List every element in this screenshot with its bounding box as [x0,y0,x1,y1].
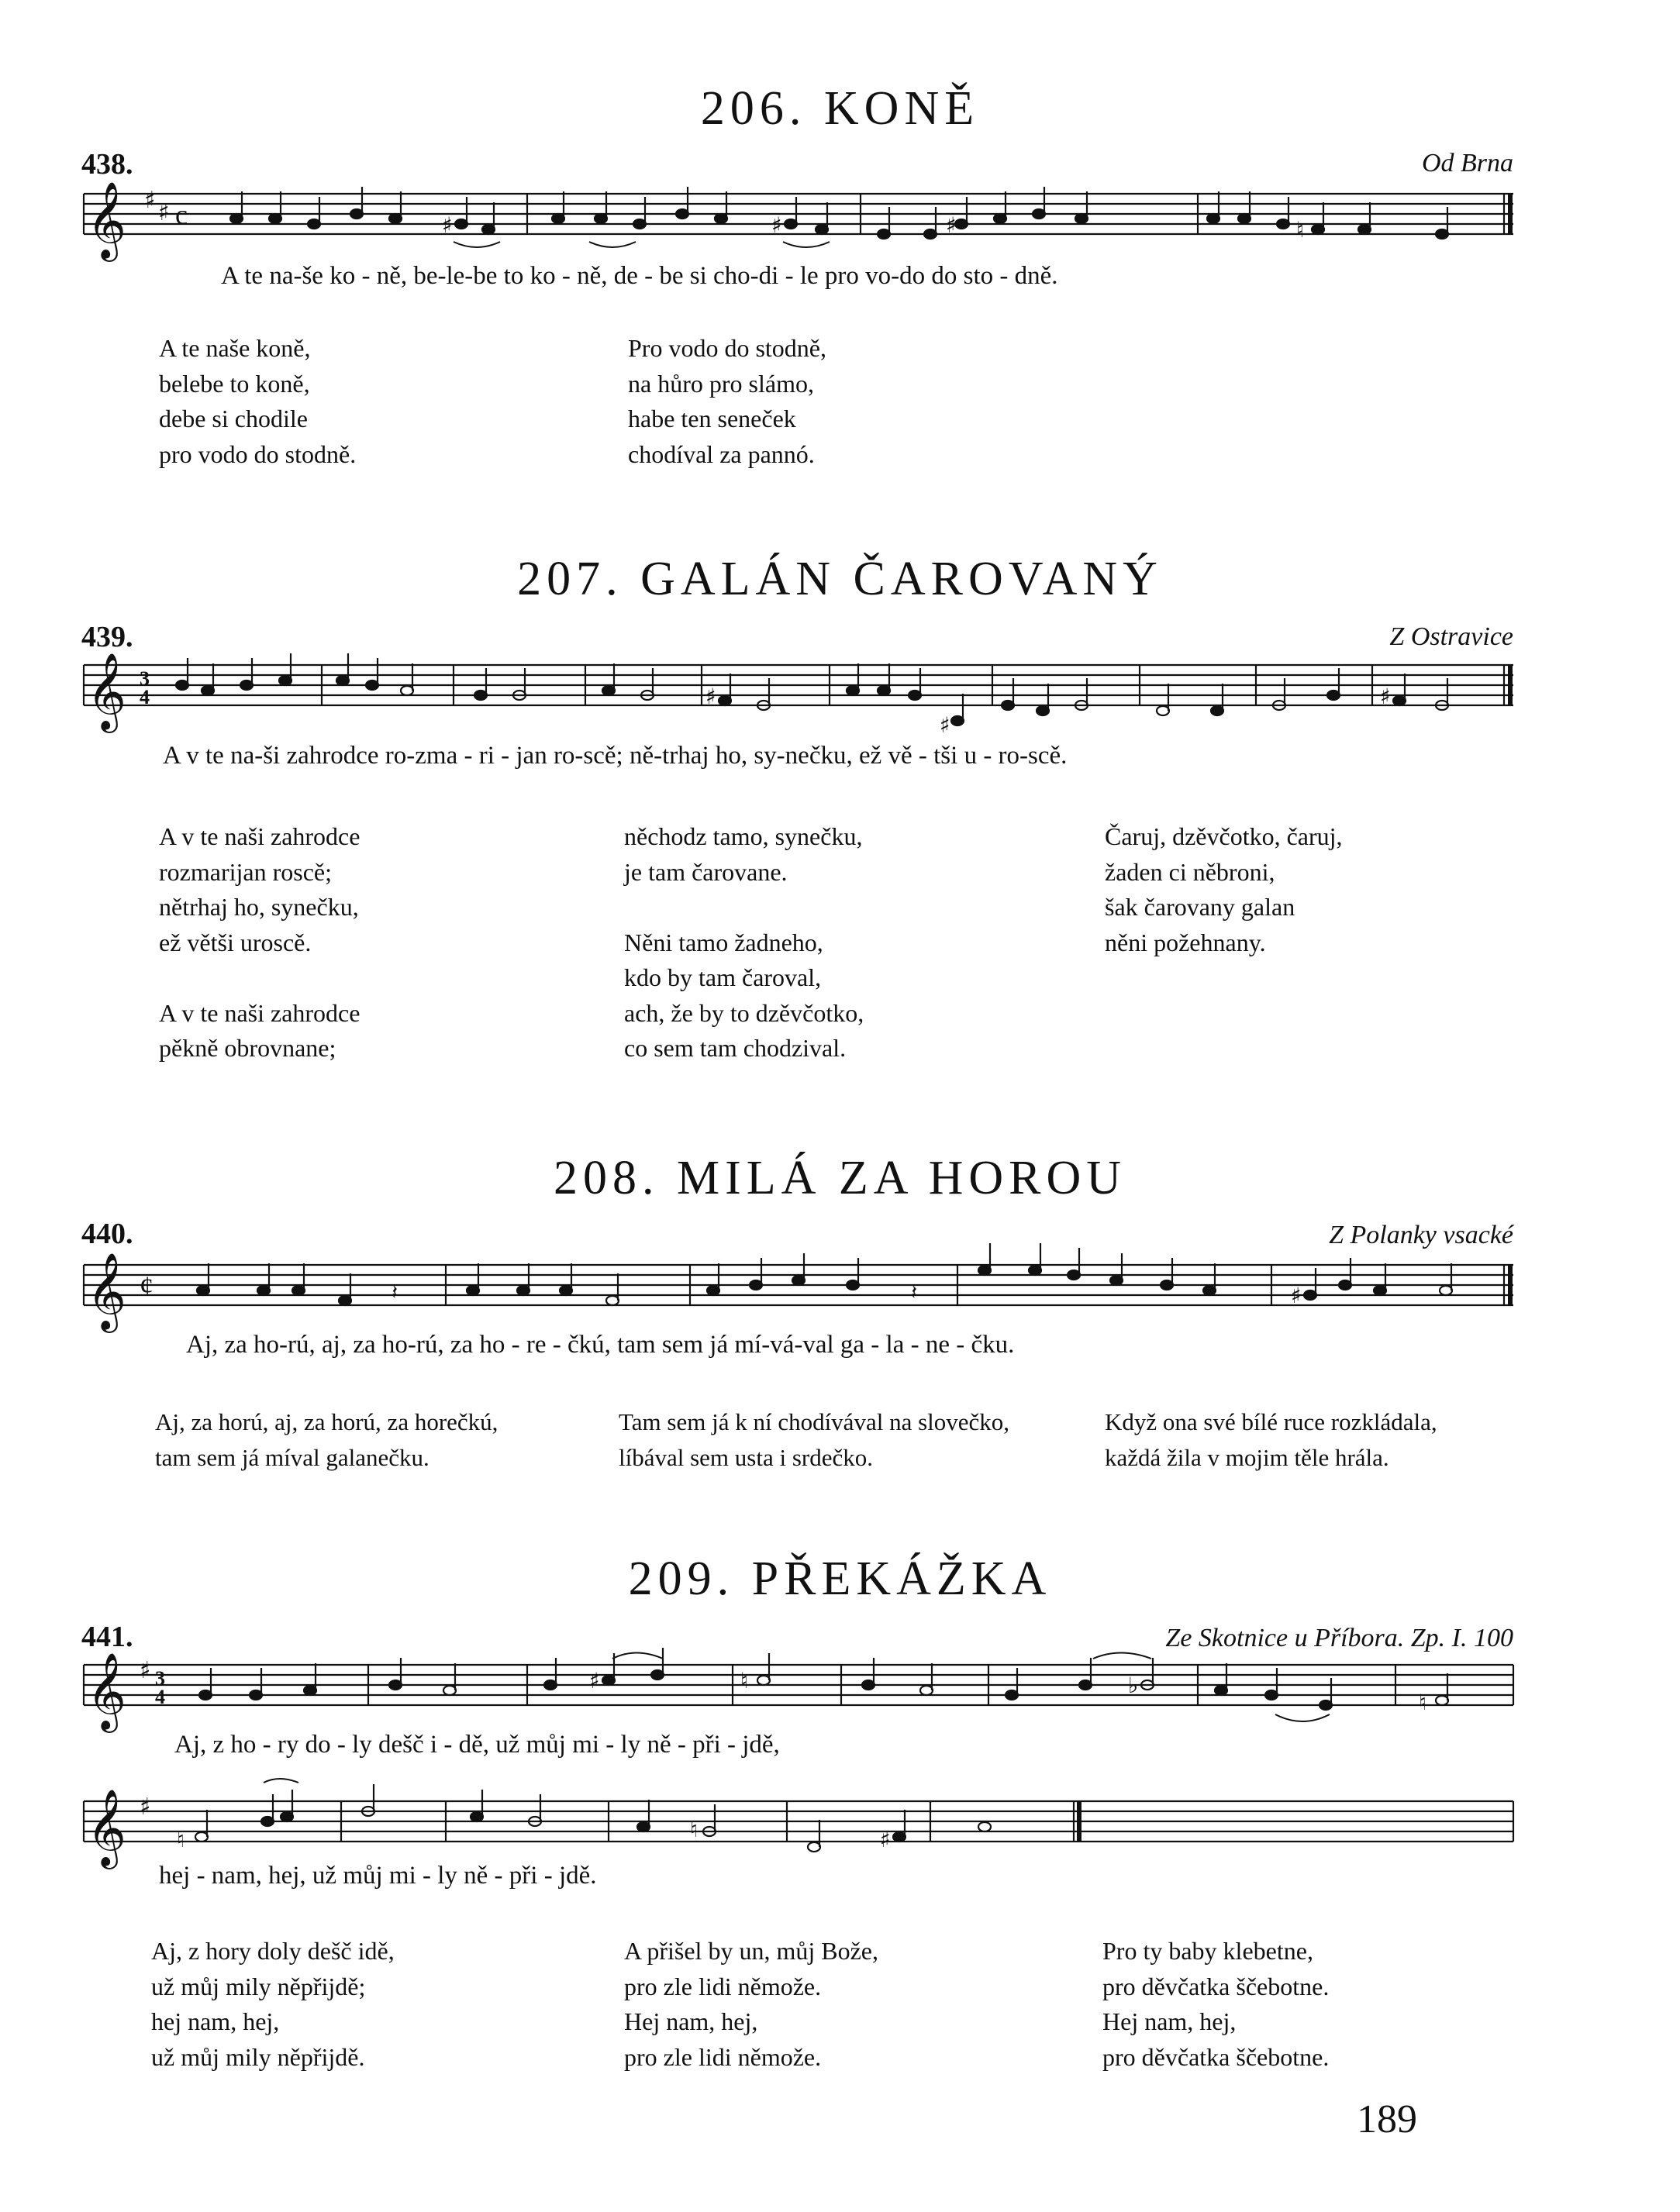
svg-text:♯: ♯ [1291,1283,1302,1308]
verse-line: pro zle lidi němože. [624,1972,822,2000]
song-origin: Od Brna [1421,149,1513,177]
verse-block [619,1404,1009,1475]
verse-line: Tam sem já k ní chodívával na slovečko, [619,1408,1010,1435]
verse-line: už můj mily něpřijdě; [151,1972,366,2000]
verse-block [159,331,356,472]
verse-line: belebe to koně, [159,369,310,398]
song-number: 440. [81,1218,133,1250]
svg-text:♮: ♮ [690,1817,699,1842]
verse-line: nětrhaj ho, synečku, [159,893,359,921]
svg-text:♯: ♯ [880,1827,891,1852]
verse-line: A te naše koně, [159,334,311,362]
svg-text:♭: ♭ [1128,1673,1139,1698]
svg-text:♯: ♯ [705,684,716,709]
lyrics-line: A te na-še ko - ně, be-le-be to ko - ně, de - be si cho-di - le pro vo-do do sto - dně. [221,262,1058,290]
svg-text:♯: ♯ [442,212,453,238]
lyrics-line: Aj, z ho - ry do - ly dešč i - dě, už můj mi - ly ně - při - jdě, [174,1731,780,1759]
verse-line: Když ona své bílé ruce rozkládala, [1105,1408,1437,1435]
song-number: 439. [81,621,133,653]
verse-block [624,819,864,1066]
verse-gap [624,890,864,925]
song-number: 441. [81,1621,133,1653]
verse-line: šak čarovany galan [1105,893,1295,921]
verse-block [624,1934,878,2075]
verse-line: pro vodo do stodně. [159,439,357,468]
song-origin: Z Ostravice [1389,622,1513,651]
verse-line: pro děvčatka ščebotne. [1102,1972,1330,2000]
song-number: 438. [81,148,133,181]
svg-text:𝄞: 𝄞 [87,1252,126,1330]
verse-line: líbával sem usta i srdečko. [619,1443,873,1471]
verse-block [151,1934,395,2075]
song-origin: Z Polanky vsacké [1329,1221,1513,1249]
svg-text:¢: ¢ [140,1270,154,1301]
verse-line: hej nam, hej, [151,2007,280,2035]
svg-text:𝄞: 𝄞 [87,1789,126,1866]
svg-text:♮: ♮ [177,1827,185,1852]
song-title: 209. PŘEKÁŽKA [628,1552,1052,1605]
svg-text:c: c [175,199,188,230]
svg-text:♯: ♯ [144,187,156,214]
verse-line: rozmarijan roscě; [159,857,332,886]
lyrics-line: A v te na-ši zahrodce ro-zma - ri - jan ro-scě; ně-trhaj ho, sy-nečku, ež vě - tši u - ro-scě. [163,742,1068,770]
svg-text:♯: ♯ [940,712,950,738]
svg-text:♯: ♯ [946,212,957,238]
svg-text:𝄞: 𝄞 [87,653,126,730]
svg-text:♯: ♯ [158,199,170,226]
svg-text:3: 3 [155,1667,165,1690]
verse-block [628,331,826,472]
verse-line: A v te naši zahrodce [159,998,360,1027]
verse-line: Něni tamo žadneho, [624,928,823,956]
verse-line: kdo by tam čaroval, [624,963,822,991]
verse-block [159,819,360,1066]
verse-line: ež větši uroscě. [159,928,312,956]
song-title: 206. KONĚ [700,82,980,135]
verse-line: Pro vodo do stodně, [628,334,826,362]
svg-text:4: 4 [155,1686,165,1708]
svg-text:♯: ♯ [589,1668,600,1693]
verse-line: něchodz tamo, synečku, [624,822,863,850]
svg-text:♮: ♮ [1419,1690,1427,1715]
svg-text:𝄽: 𝄽 [392,1281,398,1304]
svg-text:4: 4 [140,686,150,708]
verse-line: debe si chodile [159,405,308,432]
verse-line: Aj, z hory doly dešč idě, [151,1937,395,1965]
verse-line: habe ten seneček [628,405,796,432]
verse-line: Pro ty baby klebetne, [1102,1937,1313,1965]
verse-line: tam sem já míval galanečku. [155,1443,429,1471]
verse-block [1102,1934,1329,2075]
song-title: 207. GALÁN ČAROVANÝ [517,553,1163,605]
lyrics-line: hej - nam, hej, už můj mi - ly ně - při - jdě. [159,1862,597,1890]
verse-line: ach, že by to dzěvčotko, [624,998,864,1027]
svg-text:3: 3 [140,667,150,690]
verse-block [1105,1404,1437,1475]
song-title: 208. MILÁ ZA HOROU [553,1152,1127,1204]
svg-text:♯: ♯ [140,1657,151,1684]
lyrics-line: Aj, za ho-rú, aj, za ho-rú, za ho - re - čkú, tam sem já mí-vá-val ga - la - ne - čku. [186,1331,1015,1359]
svg-text:♯: ♯ [771,212,782,238]
verse-block [155,1404,498,1475]
song-origin: Ze Skotnice u Příbora. Zp. I. 100 [1165,1624,1513,1652]
svg-text:𝄽: 𝄽 [911,1281,917,1304]
verse-line: každá žila v mojim těle hrála. [1105,1443,1389,1471]
svg-text:𝄞: 𝄞 [87,181,126,259]
svg-text:♯: ♯ [1380,684,1391,709]
verse-line: na hůro pro slámo, [628,369,814,398]
verse-line: žaden ci něbroni, [1105,857,1275,886]
verse-line: něni požehnany. [1105,928,1266,956]
svg-text:♯: ♯ [140,1793,151,1821]
verse-line: Hej nam, hej, [624,2007,758,2035]
verse-line: A v te naši zahrodce [159,822,360,850]
page-number: 189 [1357,2097,1417,2141]
svg-text:♮: ♮ [1296,217,1305,243]
verse-line: A přišel by un, můj Bože, [624,1937,878,1965]
verse-line: už můj mily něpřijdě. [151,2042,365,2071]
verse-line: je tam čarovane. [624,857,788,886]
verse-line: pro děvčatka ščebotne. [1102,2042,1330,2071]
verse-block [1105,819,1343,960]
verse-line: pěkně obrovnane; [159,1034,336,1062]
svg-text:𝄞: 𝄞 [87,1652,126,1730]
verse-line: chodíval za pannó. [628,439,815,468]
verse-line: pro zle lidi němože. [624,2042,822,2071]
verse-line: Aj, za horú, aj, za horú, za horečkú, [155,1408,498,1435]
verse-line: co sem tam chodzival. [624,1034,847,1062]
verse-line: Čaruj, dzěvčotko, čaruj, [1105,822,1343,850]
verse-line: Hej nam, hej, [1102,2007,1237,2035]
svg-text:♮: ♮ [740,1668,749,1693]
verse-gap [159,960,360,996]
